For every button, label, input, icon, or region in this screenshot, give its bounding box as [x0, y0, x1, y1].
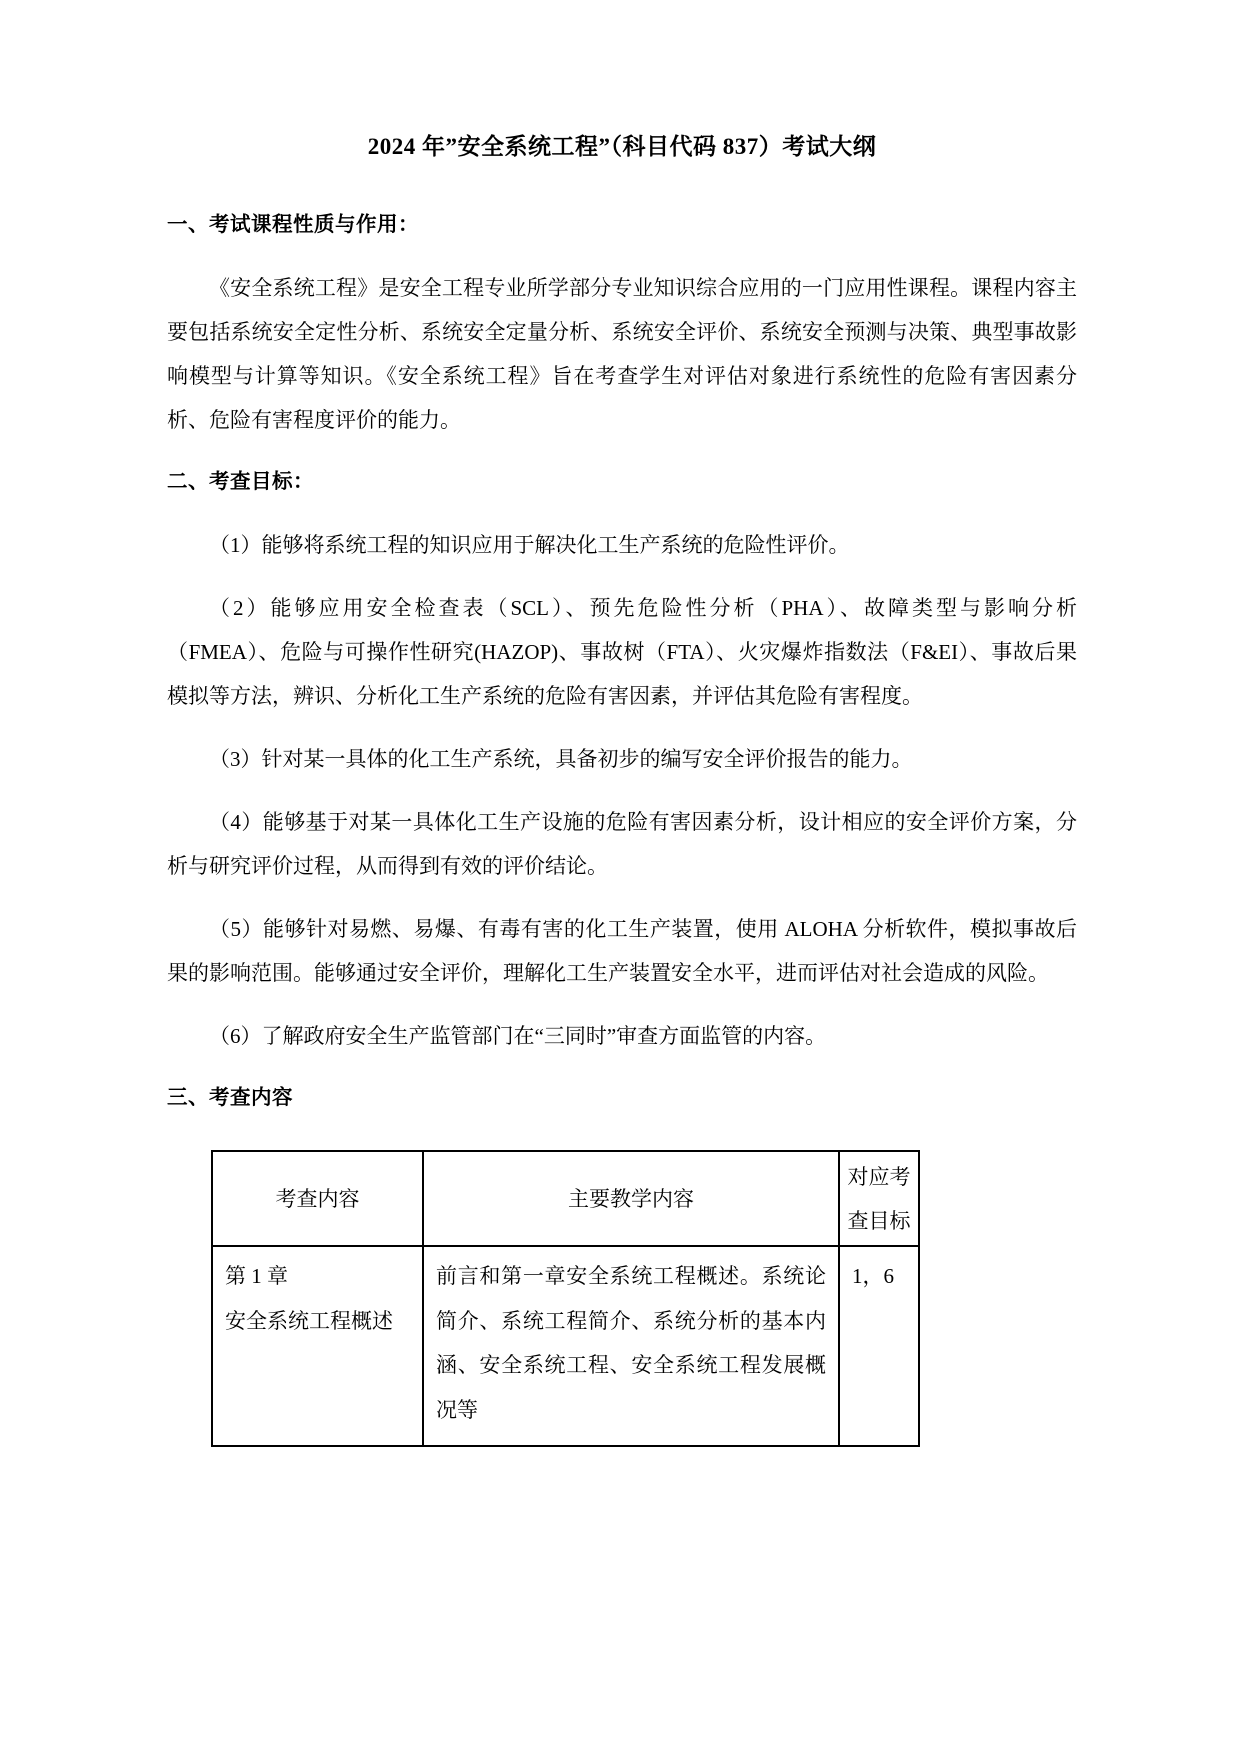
table-header-exam-content: 考查内容: [212, 1151, 423, 1246]
exam-content-table: [211, 1150, 920, 1447]
section-3-heading: 三、考查内容: [167, 1087, 293, 1109]
chapter-number: 第 1 章: [225, 1264, 288, 1288]
chapter-title: 安全系统工程概述: [225, 1308, 393, 1333]
cell-corresponding-targets: 1，6: [839, 1246, 919, 1446]
exam-objective-item-3: （3）针对某一具体的化工生产系统，具备初步的编写安全评价报告的能力。: [209, 747, 913, 771]
exam-objectives-list: [167, 523, 1077, 1058]
exam-objective-item-1: （1）能够将系统工程的知识应用于解决化工生产系统的危险性评价。: [209, 533, 850, 557]
cell-chapter: [212, 1246, 423, 1446]
exam-objective-item-4: （4）能够基于对某一具体化工生产设施的危险有害因素分析，设计相应的安全评价方案，分析与研究评价过程，从而得到有效的评价结论。: [167, 810, 1077, 878]
document-title: 2024 年”安全系统工程”（科目代码 837）考试大纲: [367, 134, 877, 159]
course-description-paragraph: 《安全系统工程》是安全工程专业所学部分专业知识综合应用的一门应用性课程。课程内容主要包括系统安全定性分析、系统安全定量分析、系统安全评价、系统安全预测与决策、典型事故影响模型与计算等知识。《安全系统工程》旨在考查学生对评估对象进行系统性的危险有害因素分析、危险有害程度评价的能力。: [167, 276, 1077, 432]
table-header-teaching-content: 主要教学内容: [423, 1151, 839, 1246]
exam-objective-item-5: （5）能够针对易燃、易爆、有毒有害的化工生产装置，使用 ALOHA 分析软件，模拟事故后果的影响范围。能够通过安全评价，理解化工生产装置安全水平，进而评估对社会造成的风险。: [167, 917, 1077, 985]
table-row-chapter-1: [212, 1246, 919, 1446]
section-1-heading: 一、考试课程性质与作用：: [167, 214, 419, 236]
cell-teaching-content: 前言和第一章安全系统工程概述。系统论简介、系统工程简介、系统分析的基本内涵、安全系统工程、安全系统工程发展概况等: [423, 1246, 839, 1446]
table-header-corresponding-targets: 对应考查目标: [839, 1151, 919, 1246]
section-2-heading: 二、考查目标：: [167, 471, 314, 493]
exam-objective-item-6: （6）了解政府安全生产监管部门在“三同时”审查方面监管的内容。: [209, 1024, 827, 1048]
table-header-row: [212, 1151, 919, 1246]
exam-objective-item-2: （2）能够应用安全检查表（SCL）、预先危险性分析（PHA）、故障类型与影响分析（FMEA）、危险与可操作性研究(HAZOP)、事故树（FTA）、火灾爆炸指数法（F&EI）、事故后果模拟等方法，辨识、分析化工生产系统的危险有害因素，并评估其危险有害程度。: [167, 596, 1077, 708]
